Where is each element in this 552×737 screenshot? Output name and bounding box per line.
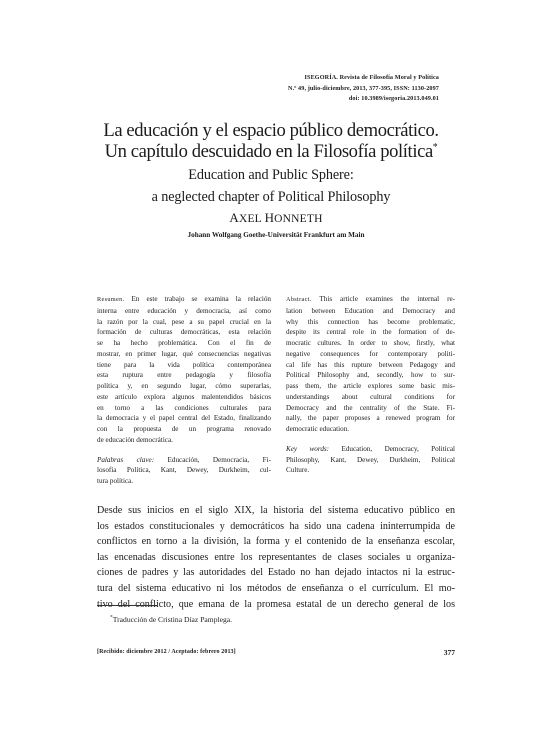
english-abstract-line [286, 327, 455, 338]
author-last-rest: ONNETH [274, 213, 323, 225]
body-line: los estados constitucionales y democráticos ha sido una cadena ininterrumpida de [97, 520, 455, 532]
english-abstract-line [286, 317, 455, 328]
body-line: tivo del conflicto, que emana de la promesa estatal de un derecho general de los [97, 598, 455, 610]
keywords-english [286, 444, 455, 476]
english-keywords-line-text: Culture. [286, 466, 310, 475]
journal-name: ISEGORÍA. Revista de Filosofía Moral y Política [304, 74, 439, 81]
english-keywords-label: Key words: [286, 444, 330, 453]
english-abstract-line-text: negative consequences for contemporary politi- [286, 349, 455, 358]
abstract-english [286, 294, 455, 476]
title-spanish [90, 120, 452, 162]
english-keywords-line [286, 455, 455, 466]
spanish-abstract-line-text: tiene para la vida política contemporánea [97, 360, 271, 369]
spanish-abstract-line-text: esta ruptura entre pedagogía y filosofía [97, 371, 271, 380]
body-line: ciones de padres y las autoridades del Estado no han dejado intactos ni la estruc- [97, 567, 455, 579]
spanish-abstract-line-text: este artículo explora algunos malentendidos básicos [97, 392, 271, 401]
spanish-abstract-line-text: de educación democrática. [97, 435, 173, 444]
title-footnote-mark: * [432, 141, 438, 153]
english-abstract-line-text: This article examines the internal re- [319, 295, 455, 303]
keywords-english-text [286, 444, 455, 476]
abstract-spanish [97, 294, 271, 487]
body-line: conflictos en torno a la división, la forma y el contenido de la enseñanza escolar, [97, 536, 455, 548]
spanish-abstract-line [97, 360, 271, 371]
body-paragraph [97, 503, 455, 612]
spanish-keywords-line [97, 476, 271, 487]
page-number: 377 [443, 648, 455, 657]
journal-citation [179, 73, 439, 105]
spanish-abstract-line [97, 435, 271, 446]
footnote-mark: * [110, 614, 113, 621]
spanish-abstract-line [97, 413, 271, 424]
english-abstract-line-text: understandings about cultural conditions for [286, 392, 455, 401]
received-accepted-dates: [Recibido: diciembre 2012 / Aceptado: febrero 2013] [97, 649, 236, 655]
english-abstract-line [286, 360, 455, 371]
english-abstract-line [286, 381, 455, 392]
title-english-line-1: Education and Public Sphere: [188, 167, 354, 183]
spanish-keywords-line [97, 465, 271, 476]
spanish-abstract-line-text: interna entre educación y democracia, así como [97, 306, 271, 315]
english-abstract-line-text: Political Philosophy and, secondly, how to sur- [286, 371, 455, 380]
spanish-abstract-line-text: en torno a las condiciones culturales para [97, 403, 271, 412]
spanish-abstract-line [97, 370, 271, 381]
spanish-keywords-line-text: Educación, Democracia, Fi- [167, 455, 271, 464]
title-spanish-line-2-text: Un capítulo descuidado en la Filosofía política [104, 141, 433, 162]
spanish-keywords-line-text: tura política. [97, 477, 134, 485]
spanish-abstract-line [97, 294, 271, 306]
english-abstract-lead: Abstract. [286, 296, 312, 303]
author-first-initial: A [229, 210, 239, 225]
author-affiliation: Johann Wolfgang Goethe-Universität Frankfurt am Main [187, 231, 365, 239]
english-abstract-line-text: despite its central role in the formation of de- [286, 328, 455, 337]
spanish-abstract-line [97, 424, 271, 435]
body-line: las encenadas discusiones entre los representantes de clases sociales u organiza- [97, 551, 455, 563]
spanish-abstract-line [97, 392, 271, 403]
english-abstract-line-text: cal life has this rupture between Pedagogy and [286, 360, 455, 369]
author-first-rest: XEL [238, 213, 262, 225]
spanish-abstract-line-text: mostrar, en primer lugar, qué consecuencias negativas [97, 349, 271, 358]
english-abstract-line [286, 294, 455, 306]
title-english [90, 164, 452, 208]
title-block [90, 120, 452, 208]
english-abstract-line-text: nally, the paper proposes a renewed program for [286, 414, 455, 423]
spanish-abstract-lead: Resumen. [97, 296, 125, 303]
english-abstract-line [286, 403, 455, 414]
spanish-keywords-line [97, 455, 271, 466]
journal-issue: N.º 49, julio-diciembre, 2013, 377-395, ISSN: 1130-2097 [288, 84, 439, 92]
author-name [0, 210, 552, 226]
title-spanish-line-2 [90, 141, 452, 162]
spanish-abstract-line [97, 306, 271, 317]
abstract-english-text [286, 294, 455, 435]
keywords-spanish [97, 455, 271, 487]
english-abstract-line-text: Democracy and the centrality of the State. Fi- [286, 403, 455, 412]
english-keywords-line [286, 444, 455, 455]
spanish-abstract-line-text: la democracia y el papel central del Estado, finalizando [97, 414, 271, 423]
title-english-line-2: a neglected chapter of Political Philosophy [151, 189, 391, 205]
english-abstract-line-text: mocratic cultures. In order to show, firstly, what [286, 339, 455, 347]
title-spanish-line-1: La educación y el espacio público democrático. [103, 120, 439, 141]
keywords-spanish-text [97, 455, 271, 487]
spanish-abstract-line-text: política y, en segundo lugar, cómo superarlas, [97, 382, 271, 390]
spanish-abstract-line-text: con la propuesta de un programa renovado [97, 425, 271, 433]
footnote-divider [97, 605, 157, 606]
english-keywords-line [286, 465, 455, 476]
spanish-abstract-line [97, 403, 271, 414]
english-abstract-line [286, 338, 455, 349]
spanish-keywords-line-text: losofía Política, Kant, Dewey, Durkheim, cul- [97, 466, 271, 475]
spanish-abstract-line [97, 317, 271, 328]
spanish-abstract-line [97, 381, 271, 392]
english-abstract-line [286, 424, 455, 435]
spanish-abstract-line-text: En este trabajo se examina la relación [131, 295, 271, 303]
author-last-initial: H [264, 210, 275, 225]
spanish-abstract-line [97, 338, 271, 349]
english-abstract-line [286, 370, 455, 381]
english-abstract-line-text: lation between Education and Democracy and [286, 306, 455, 315]
english-keywords-line-text: Education, Democracy, Political [341, 444, 455, 453]
english-abstract-line-text: why this connection has become problematic, [286, 317, 455, 326]
journal-doi: doi: 10.3989/isegoria.2013.049.01 [348, 95, 439, 102]
english-abstract-line [286, 413, 455, 424]
spanish-abstract-line [97, 327, 271, 338]
english-abstract-line [286, 306, 455, 317]
body-line: tura del sistema educativo ni los métodos de enseñanza o el currículum. El mo- [97, 582, 455, 594]
spanish-abstract-line-text: se ha hecho problemática. Con el fin de [97, 339, 271, 347]
english-keywords-line-text: Philosophy, Kant, Dewey, Durkheim, Political [286, 455, 455, 464]
spanish-abstract-line-text: formación de culturas democráticas, esta relación [97, 328, 271, 337]
english-abstract-line-text: pass them, the article explores some basic mis- [286, 382, 455, 390]
abstract-spanish-text [97, 294, 271, 446]
english-abstract-line [286, 392, 455, 403]
spanish-abstract-line [97, 349, 271, 360]
english-abstract-line-text: democratic education. [286, 425, 350, 433]
english-abstract-line [286, 349, 455, 360]
footnote [110, 615, 232, 624]
spanish-abstract-line-text: la razón por la cual, pese a su papel crucial en la [97, 317, 271, 326]
footnote-text: Traducción de Cristina Díaz Pamplega. [112, 615, 233, 624]
body-line: Desde sus inicios en el siglo XIX, la historia del sistema educativo público en [97, 505, 455, 516]
spanish-keywords-label: Palabras clave: [97, 455, 155, 464]
